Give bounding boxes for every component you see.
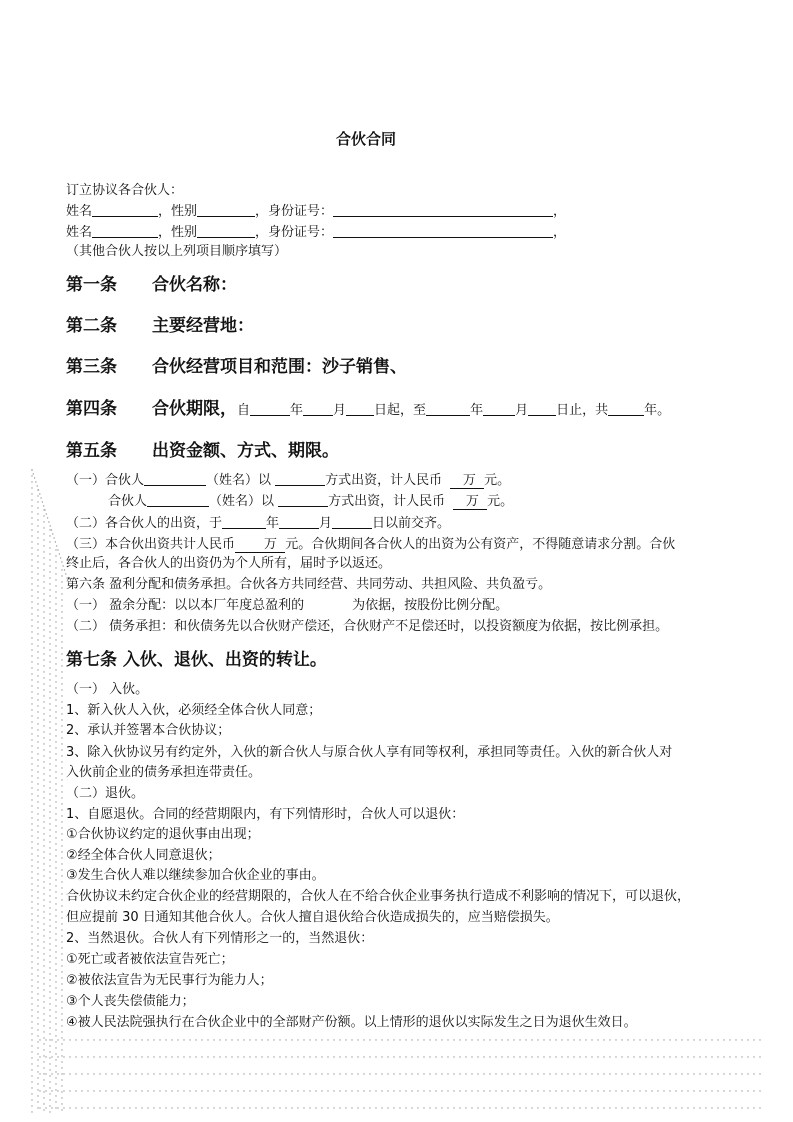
term-year-label: 年 bbox=[290, 403, 304, 418]
art7-line: 1、新入伙人入伙，必须经全体合伙人同意； bbox=[66, 703, 322, 718]
start-day-blank[interactable] bbox=[346, 402, 374, 416]
name-paren-label: （姓名）以 bbox=[209, 494, 275, 509]
art7-line: 2、承认并签署本合伙协议； bbox=[66, 723, 231, 738]
term-total-label: 日止，共 bbox=[556, 403, 609, 418]
partner-row-1 bbox=[66, 203, 566, 221]
name-label: 姓名 bbox=[66, 204, 93, 219]
capital-line-1b bbox=[66, 493, 513, 511]
wan-unit: 万 bbox=[263, 537, 277, 552]
art7-line: ②经全体合伙人同意退伙； bbox=[66, 848, 221, 863]
method-blank[interactable] bbox=[275, 472, 325, 486]
method-label: 方式出资，计人民币 bbox=[325, 473, 443, 488]
partner-label: 合伙人 bbox=[108, 494, 148, 509]
deadline-year-blank[interactable] bbox=[222, 515, 266, 529]
gender-label: ，性别 bbox=[158, 225, 198, 240]
article-text: 出资金额、方式、期限。 bbox=[152, 441, 339, 461]
method-label: 方式出资，计人民币 bbox=[328, 494, 446, 509]
art7-line: 2、当然退伙。合伙人有下列情形之一的，当然退伙： bbox=[66, 931, 374, 946]
month-label: 月 bbox=[319, 516, 333, 531]
article-2 bbox=[66, 315, 254, 337]
method-blank[interactable] bbox=[278, 493, 328, 507]
article-7-heading: 第七条 入伙、退伙、出资的转让。 bbox=[66, 650, 327, 670]
end-year-blank[interactable] bbox=[426, 402, 470, 416]
capital-line-3-cont: 终止后，各合伙人的出资仍为个人所有，届时予以返还。 bbox=[66, 556, 392, 571]
article-4 bbox=[66, 398, 670, 422]
name-label: 姓名 bbox=[66, 225, 93, 240]
article-text: 合伙经营项目和范围：沙子销售、 bbox=[152, 357, 407, 377]
gender-blank[interactable] bbox=[197, 224, 255, 238]
article-text: 主要经营地： bbox=[152, 316, 254, 336]
art7-section-2: （二）退伙。 bbox=[66, 786, 145, 801]
yuan-label: 元。 bbox=[484, 473, 511, 488]
term-from: 自 bbox=[237, 403, 251, 418]
id-label: ，身份证号： bbox=[255, 204, 334, 219]
term-end-label: 年。 bbox=[644, 403, 671, 418]
article-number: 第四条 bbox=[66, 399, 117, 419]
art7-line: 入伙前企业的债务承担连带责任。 bbox=[66, 765, 262, 780]
wan-unit: 万 bbox=[465, 494, 479, 509]
profit-text: （一） 盈余分配：以以本厂年度总盈利的 bbox=[66, 598, 305, 613]
name-blank[interactable] bbox=[92, 203, 158, 217]
article-number: 第二条 bbox=[66, 316, 117, 336]
name-blank[interactable] bbox=[92, 224, 158, 238]
name-paren-label: （姓名）以 bbox=[206, 473, 272, 488]
total-capital-text: （三）本合伙出资共计人民币 bbox=[66, 537, 236, 552]
article-number: 第一条 bbox=[66, 275, 117, 295]
capital-line-3 bbox=[66, 536, 675, 554]
article-6-item-2: （二） 债务承担：和伙债务先以合伙财产偿还，合伙财产不足偿还时，以投资额度为依据，按比例承担。 bbox=[66, 619, 669, 634]
gender-blank[interactable] bbox=[197, 203, 255, 217]
article-6-heading: 第六条 盈利分配和债务承担。合伙各方共同经营、共同劳动、共担风险、共负盈亏。 bbox=[66, 577, 552, 592]
capital-clause-text: 元。合伙期间各合伙人的出资为公有资产，不得随意请求分割。合伙 bbox=[285, 537, 676, 552]
term-to: 日起，至 bbox=[374, 403, 427, 418]
art7-line: ①死亡或者被依法宣告死亡； bbox=[66, 952, 234, 967]
art7-line: 1、自愿退伙。合同的经营期限内，有下列情形时，合伙人可以退伙： bbox=[66, 807, 465, 822]
deadline-month-blank[interactable] bbox=[279, 515, 319, 529]
preamble-intro: 订立协议各合伙人： bbox=[66, 183, 184, 198]
end-comma: ， bbox=[553, 204, 567, 219]
start-year-blank[interactable] bbox=[250, 402, 290, 416]
day-label: 日以前交齐。 bbox=[372, 516, 451, 531]
article-3 bbox=[66, 356, 407, 378]
total-capital-blank[interactable] bbox=[235, 537, 285, 553]
capital-line-2 bbox=[66, 515, 450, 533]
id-blank[interactable] bbox=[333, 203, 553, 217]
partner-name-blank[interactable] bbox=[147, 493, 209, 507]
deadline-text: （二）各合伙人的出资，于 bbox=[66, 516, 223, 531]
end-day-blank[interactable] bbox=[528, 402, 556, 416]
partner-name-blank[interactable] bbox=[144, 472, 206, 486]
start-month-blank[interactable] bbox=[303, 402, 333, 416]
article-number: 第三条 bbox=[66, 357, 117, 377]
term-month-label: 月 bbox=[333, 403, 347, 418]
art7-line: ③发生合伙人难以继续参加合伙企业的事由。 bbox=[66, 868, 325, 883]
end-month-blank[interactable] bbox=[483, 402, 515, 416]
profit-text-end: 为依据，按股份比例分配。 bbox=[352, 598, 509, 613]
art7-line: ②被依法宣告为无民事行为能力人； bbox=[66, 973, 273, 988]
art7-line: 合伙协议未约定合伙企业的经营期限的，合伙人在不给合伙企业事务执行造成不利影响的情况下，可以退伙， bbox=[66, 889, 691, 904]
article-number: 第五条 bbox=[66, 441, 117, 461]
amount-blank[interactable] bbox=[453, 494, 487, 510]
total-years-blank[interactable] bbox=[608, 402, 644, 416]
art7-line: ③个人丧失偿债能力； bbox=[66, 994, 195, 1009]
capital-line-1 bbox=[66, 472, 510, 490]
article-1 bbox=[66, 274, 237, 296]
article-text: 合伙名称： bbox=[152, 275, 237, 295]
preamble-note: （其他合伙人按以上列项目顺序填写） bbox=[66, 244, 288, 259]
article-6-item-1 bbox=[66, 597, 508, 615]
yuan-label: 元。 bbox=[487, 494, 514, 509]
gender-label: ，性别 bbox=[158, 204, 198, 219]
art7-line: ①合伙协议约定的退伙事由出现； bbox=[66, 827, 260, 842]
term-month-label: 月 bbox=[515, 403, 529, 418]
term-year-label: 年 bbox=[470, 403, 484, 418]
wan-unit: 万 bbox=[462, 473, 476, 488]
article-text: 合伙期限， bbox=[152, 399, 237, 419]
art7-section-1: （一） 入伙。 bbox=[66, 682, 149, 697]
partner-label: （一）合伙人 bbox=[66, 473, 145, 488]
amount-blank[interactable] bbox=[450, 473, 484, 489]
art7-line: 3、除入伙协议另有约定外，入伙的新合伙人与原合伙人享有同等权利，承担同等责任。入伙的新合伙人对 bbox=[66, 745, 673, 760]
id-blank[interactable] bbox=[333, 224, 553, 238]
article-5 bbox=[66, 440, 339, 462]
partner-row-2 bbox=[66, 224, 566, 242]
year-label: 年 bbox=[266, 516, 280, 531]
document-title: 合伙合同 bbox=[335, 130, 396, 148]
deadline-day-blank[interactable] bbox=[332, 515, 372, 529]
id-label: ，身份证号： bbox=[255, 225, 334, 240]
art7-line: ④被人民法院强执行在合伙企业中的全部财产份额。以上情形的退伙以实际发生之日为退伙生效日。 bbox=[66, 1015, 637, 1030]
end-comma: ， bbox=[553, 225, 567, 240]
art7-line: 但应提前 30 日通知其他合伙人。合伙人擅自退伙给合伙造成损失的，应当赔偿损失。 bbox=[66, 910, 559, 925]
